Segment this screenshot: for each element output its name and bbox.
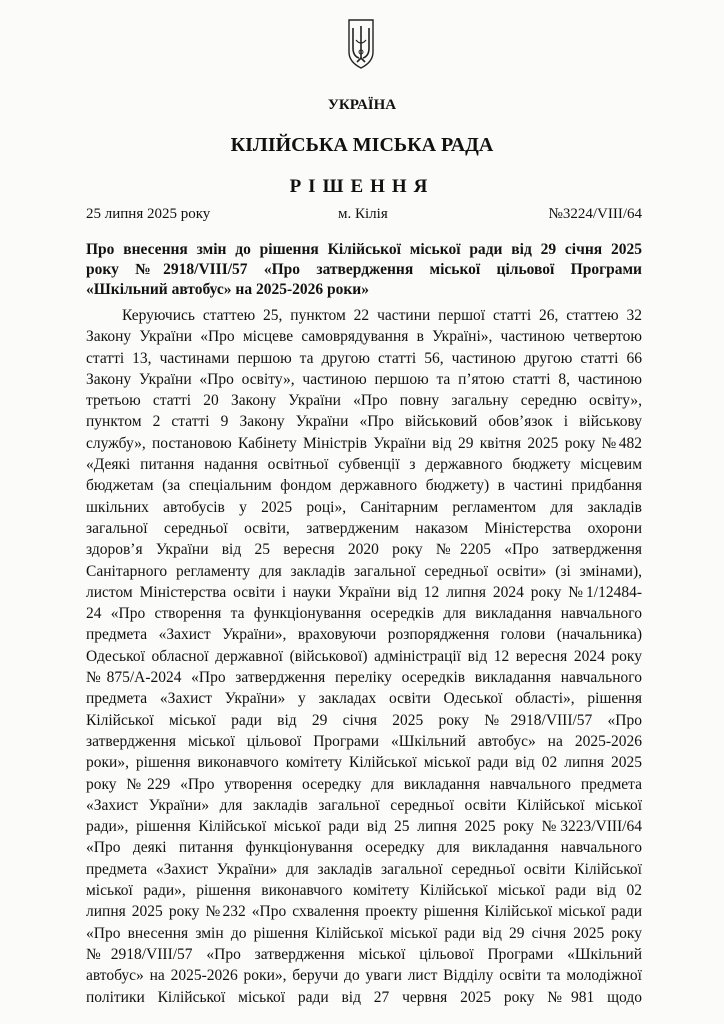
body-line: Санітарного регламенту для закладів загальної середньої освіти» (зі змінами), xyxy=(86,562,642,580)
council-heading: КІЛІЙСЬКА МІСЬКА РАДА xyxy=(230,134,494,156)
body-line: №875/А-2024 «Про затвердження переліку осередків викладання навчального xyxy=(86,669,642,687)
body-line: автобус» на 2025-2026 роки», беручи до уваги лист Відділу освіти та молодіжної xyxy=(86,967,642,985)
body-line: бюджетам (за спеціальним фондом державного бюджету) в частині придбання xyxy=(86,477,642,495)
subject-line: Про внесення змін до рішення Кілійської міської ради від 29 січня 2025 xyxy=(86,241,642,258)
decision-body xyxy=(86,305,642,1008)
body-line: «Про внесення змін до рішення Кілійської міської ради від 29 січня 2025 року xyxy=(86,924,642,942)
body-line: «Про деякі питання функціонування осередку для викладання навчального xyxy=(86,839,642,857)
body-line: предмета «Захист України» для закладів загальної середньої освіти Кілійської xyxy=(86,860,642,878)
body-line: 24 «Про створення та функціонування осередків для викладання навчального xyxy=(86,605,642,623)
decision-city: м. Кілія xyxy=(338,206,388,222)
body-line: Кілійської міської ради від 29 січня 2025 року №2918/VIII/57 «Про xyxy=(86,711,642,729)
subject-line: «Шкільний автобус» на 2025-2026 роки» xyxy=(86,281,369,298)
body-line: липня 2025 року №232 «Про схвалення проекту рішення Кілійської міської ради xyxy=(86,903,642,921)
body-line: Закону України «Про місцеве самоврядування в Україні», частиною четвертою xyxy=(86,328,642,346)
body-line: Одеської обласної державної (військової) адміністрації від 12 вересня 2024 року xyxy=(86,647,642,665)
body-line: «Захист України» для закладів загальної середньої освіти Кілійської міської xyxy=(86,796,642,814)
body-line: предмета «Захист України» у закладах освіти Одеської області», рішення xyxy=(86,690,642,708)
body-line: третьою статті 20 Закону України «Про повну загальну середню освіту», xyxy=(86,392,642,410)
decision-date: 25 липня 2025 року xyxy=(86,206,211,222)
body-line: пунктом 2 статті 9 Закону України «Про військовий обов’язок і військову xyxy=(86,413,642,431)
body-line: ради», рішення Кілійської міської ради від 25 липня 2025 року №3223/VIII/64 xyxy=(86,818,642,836)
body-line: Закону України «Про освіту», частиною першою та п’ятою статті 8, частиною xyxy=(86,370,642,388)
decision-number: №3224/VIII/64 xyxy=(548,206,642,222)
body-line: шкільних автобусів у 2025 році», Санітарним регламентом для закладів xyxy=(86,498,642,516)
body-line: предмета «Захист України», враховуючи розпорядження голови (начальника) xyxy=(86,626,642,644)
body-line: політики Кілійської міської ради від 27 червня 2025 року №981 щодо xyxy=(86,988,642,1006)
body-line: №2918/VIII/57 «Про затвердження міської цільової Програми «Шкільний xyxy=(86,945,642,963)
subject-line: року №2918/VIII/57 «Про затвердження міської цільової Програми xyxy=(86,261,642,278)
document-type-heading: РІШЕННЯ xyxy=(289,176,435,197)
body-line: роки», рішення виконавчого комітету Кілійської міської ради від 02 липня 2025 xyxy=(86,754,642,772)
body-line: службу», постановою Кабінету Міністрів України від 29 квітня 2025 року №482 xyxy=(86,434,642,452)
body-line: року №229 «Про утворення осередку для викладання навчального предмета xyxy=(86,775,642,793)
body-line: «Деякі питання надання освітньої субвенції з державного бюджету місцевим xyxy=(86,456,642,474)
body-line: затвердження міської цільової Програми «Шкільний автобус» на 2025-2026 xyxy=(86,732,642,750)
body-line: здоров’я України від 25 вересня 2020 року №2205 «Про затвердження xyxy=(86,541,642,559)
country-heading: УКРАЇНА xyxy=(327,97,397,113)
trident-emblem-icon xyxy=(346,18,376,70)
body-line: статті 13, частинами першою та другою статті 56, частиною другою статті 66 xyxy=(86,349,642,367)
body-line: Керуючись статтею 25, пунктом 22 частини першої статті 26, статтею 32 xyxy=(122,307,642,324)
body-line: листом Міністерства освіти і науки України від 12 липня 2024 року №1/12484- xyxy=(86,583,642,601)
decision-subject xyxy=(86,240,642,300)
body-line: загальної середньої освіти, затвердженим наказом Міністерства охорони xyxy=(86,519,642,537)
body-line: міської ради», рішення виконавчого комітету Кілійської міської ради від 02 xyxy=(86,882,642,900)
